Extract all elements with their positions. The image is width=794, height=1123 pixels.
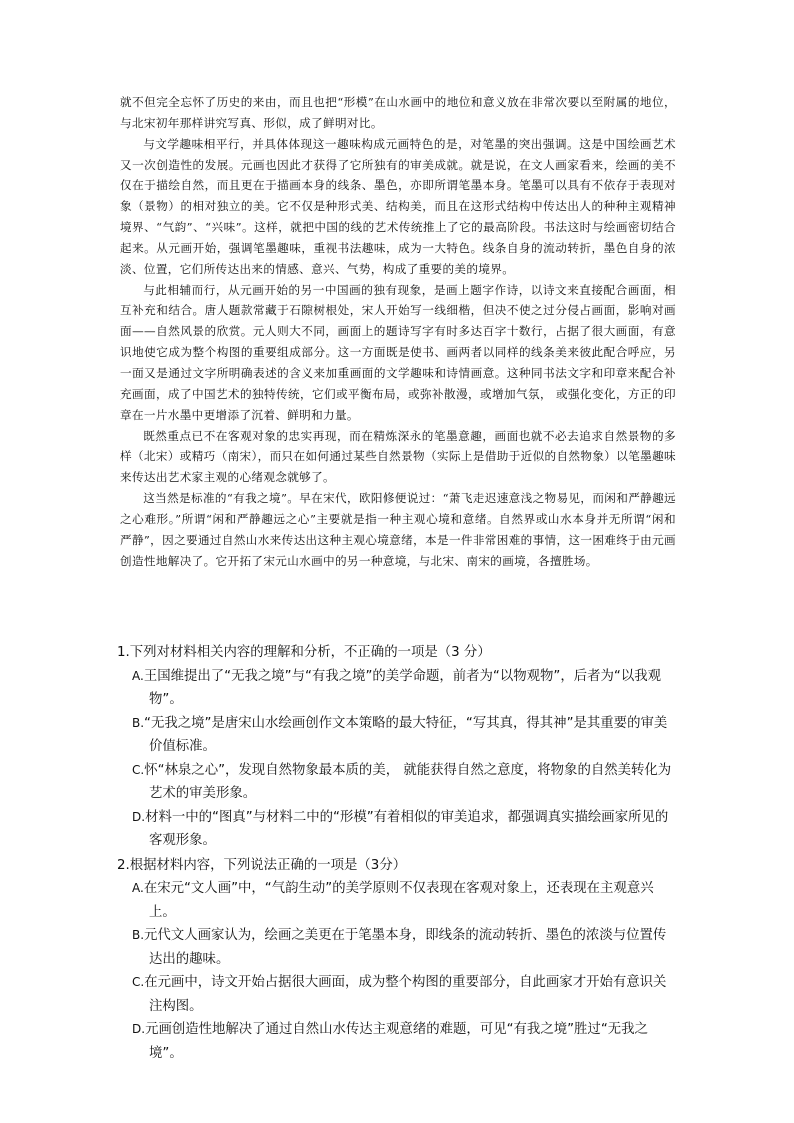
- question-2-option-b: [117, 924, 679, 971]
- option-text: 材料一中的“图真”与材料二中的“形模”有着相似的审美追求，都强调真实描绘画家所见的客观形象。: [145, 809, 669, 848]
- question-1-option-c: [117, 759, 679, 806]
- question-2-stem: 2.根据材料内容，下列说法正确的一项是（3分）: [117, 857, 407, 873]
- question-1-option-b: [117, 712, 679, 759]
- option-text: 元代文人画家认为，绘画之美更在于笔墨本身，即线条的流动转折、墨色的浓淡与位置传达出的趣味。: [144, 928, 667, 967]
- passage-paragraph-4: 既然重点已不在客观对象的忠实再现，而在精炼深永的笔墨意趣，画面也就不必去追求自然景物的多样（北宋）或精巧（南宋），而只在如何通过某些自然景物（实际上是借助于近似的自然物象）以笔墨趣味来传达出艺术家主观的心绪观念就够了。: [120, 428, 676, 485]
- question-2-option-d: [117, 1018, 679, 1065]
- option-letter: D.: [132, 809, 146, 824]
- option-letter: B.: [132, 715, 145, 730]
- option-text: 王国维提出了“无我之境”与“有我之境”的美学命题，前者为“以物观物”，后者为“以我观物”。: [143, 668, 662, 707]
- option-text: 在宋元“文人画”中，“气韵生动”的美学原则不仅表现在客观对象上，还表现在主观意兴上。: [143, 881, 654, 920]
- option-text: 怀“林泉之心”，发现自然物象最本质的美， 就能获得自然之意度，将物象的自然美转化为艺术的审美形象。: [144, 762, 672, 801]
- question-1-stem: 1.下列对材料相关内容的理解和分析，不正确的一项是（3 分）: [117, 645, 491, 660]
- option-letter: C.: [132, 762, 145, 777]
- passage-paragraph-1: 就不但完全忘怀了历史的来由，而且也把“形模”在山水画中的地位和意义放在非常次要以至附属的地位，与北宋初年那样讲究写真、形似，成了鲜明对比。: [120, 95, 676, 130]
- question-2: [117, 854, 679, 1066]
- question-2-option-a: [117, 877, 679, 924]
- passage-paragraph-2: 与文学趣味相平行，并具体体现这一趣味构成元画特色的是，对笔墨的突出强调。这是中国绘画艺术又一次创造性的发展。元画也因此才获得了它所独有的审美成就。就是说，在文人画家看来，绘画的美不仅在于描绘自然，而且更在于描画本身的线条、墨色，亦即所谓笔墨本身。笔墨可以具有不依存于表现对象（景物）的相对独立的美。它不仅是种形式美、结构美，而且在这形式结构中传达出人的种种主观精神境界、“气韵”、“兴味”。这样，就把中国的线的艺术传统推上了它的最高阶段。书法这时与绘画密切结合起来。从元画开始，强调笔墨趣味，重视书法趣味，成为一大特色。线条自身的流动转折，墨色自身的浓淡、位置，它们所传达出来的情感、意兴、气势，构成了重要的美的境界。: [120, 136, 676, 276]
- option-letter: D.: [132, 1022, 146, 1036]
- option-text: 元画创造性地解决了通过自然山水传达主观意绪的难题，可见“有我之境”胜过“无我之境”。: [145, 1022, 648, 1061]
- option-letter: A.: [132, 668, 144, 683]
- question-1-option-a: [117, 665, 679, 712]
- option-text: “无我之境”是唐宋山水绘画创作文本策略的最大特征，“写其真，得其神”是其重要的审美价值标准。: [144, 715, 668, 754]
- option-letter: C.: [132, 975, 145, 989]
- option-text: 在元画中，诗文开始占据很大画面，成为整个构图的重要部分，自此画家才开始有意识关注构图。: [144, 975, 667, 1014]
- question-section: [117, 641, 679, 1065]
- option-letter: A.: [132, 881, 144, 895]
- question-1: [117, 641, 679, 853]
- option-letter: B.: [132, 928, 145, 942]
- reading-passage: [120, 92, 676, 571]
- question-1-option-d: [117, 806, 679, 853]
- question-2-option-c: [117, 971, 679, 1018]
- passage-paragraph-5: 这当然是标准的“有我之境”。早在宋代，欧阳修便说过：“萧飞走迟速意浅之物易见，而闲和严静趣远之心难形。”所谓“闲和严静趣远之心”主要就是指一种主观心境和意绪。自然界或山水本身并无所谓“闲和严静”，因之要通过自然山水来传达出这种主观心境意绪，本是一件非常困难的事情，这一困难终于由元画创造性地解决了。它开拓了宋元山水画中的另一种意境，与北宋、南宋的画境，各擅胜场。: [120, 491, 676, 568]
- passage-paragraph-3: 与此相辅而行，从元画开始的另一中国画的独有现象，是画上题字作诗，以诗文来直接配合画面，相互补充和结合。唐人题款常藏于石隙树根处，宋人开始写一线细楷，但决不使之过分侵占画面，影响对画面——自然风景的欣赏。元人则大不同，画面上的题诗写字有时多达百字十数行，占据了很大画面，有意识地使它成为整个构图的重要组成部分。这一方面既是使书、画两者以同样的线条美来彼此配合呼应，另一面又是通过文字所明确表述的含义来加重画面的文学趣味和诗情画意。这种同书法文字和印章来配合补充画面，成了中国艺术的独特传统，它们或平衡布局，或弥补散漫，或增加气氛， 或强化变化，方正的印章在一片水墨中更增添了沉着、鲜明和力量。: [120, 282, 676, 422]
